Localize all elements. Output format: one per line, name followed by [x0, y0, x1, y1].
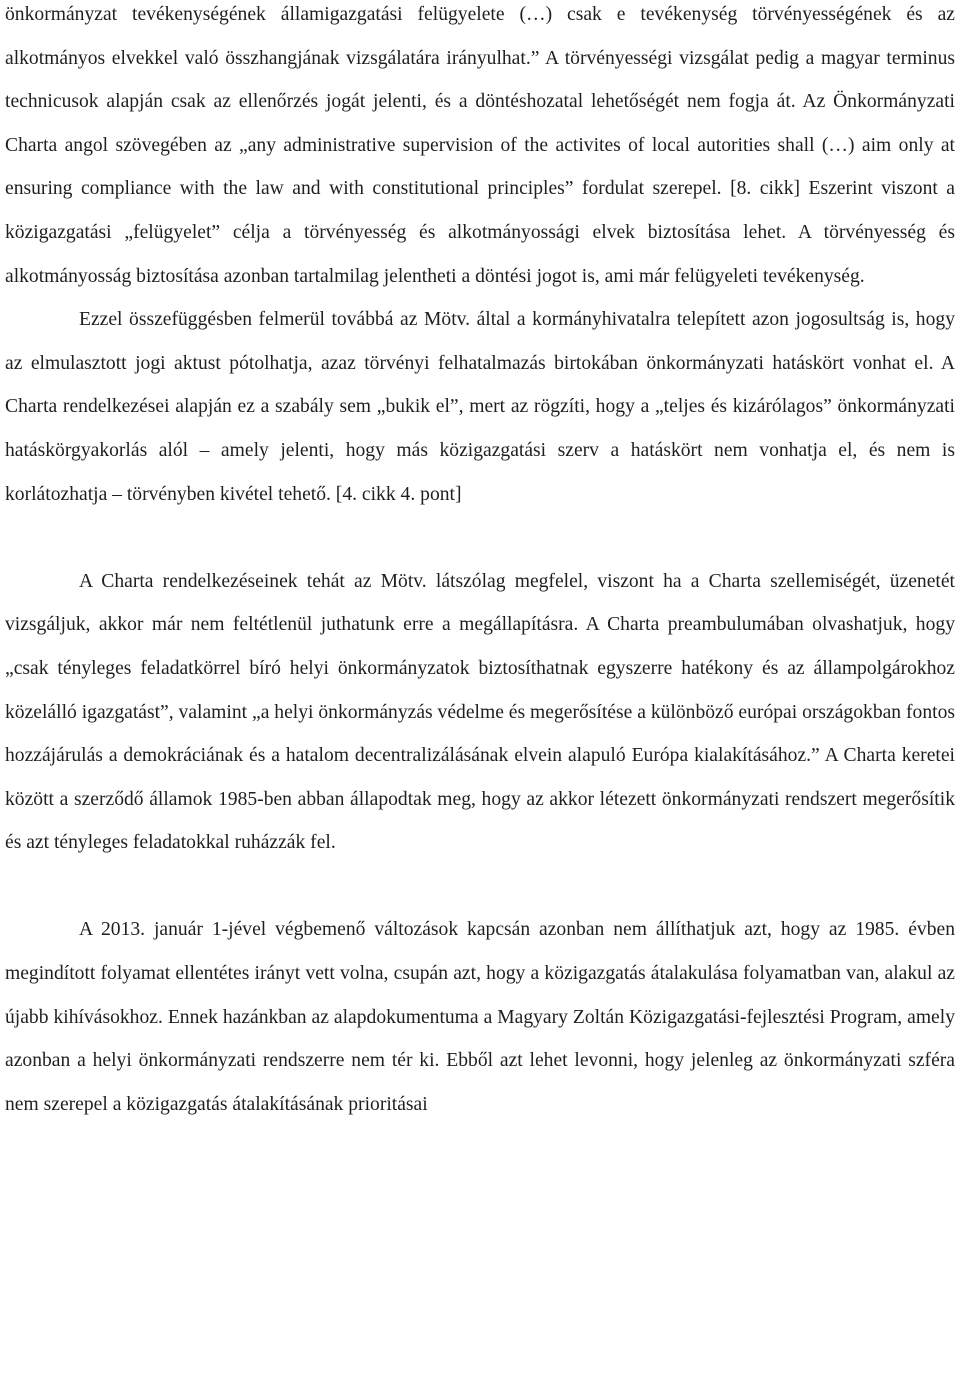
paragraph-spacer	[5, 516, 955, 560]
paragraph-1: önkormányzat tevékenységének államigazgatási felügyelete (…) csak e tevékenység törvényességének és az alkotmányos elvekkel való összhangjának vizsgálatára irányulhat.” A törvényességi vizsgálat pedig a magyar terminus technicusok alapján csak az ellenőrzés jogát jelenti, és a döntéshozatal lehetőségét nem fogja át. Az Önkormányzati Charta angol szövegében az „any administrative supervision of the activites of local autorities shall (…) aim only at ensuring compliance with the law and with constitutional principles” fordulat szerepel. [8. cikk] Eszerint viszont a közigazgatási „felügyelet” célja a törvényesség és alkotmányossági elvek biztosítása lehet. A törvényesség és alkotmányosság biztosítása azonban tartalmilag jelentheti a döntési jogot is, ami már felügyeleti tevékenység.	[5, 4, 955, 287]
paragraph-spacer	[5, 865, 955, 909]
paragraph-4: A 2013. január 1-jével végbemenő változások kapcsán azonban nem állíthatjuk azt, hogy az 1985. évben megindított folyamat ellentétes irányt vett volna, csupán azt, hogy a közigazgatás átalakulása folyamatban van, alakul az újabb kihívásokhoz. Ennek hazánkban az alapdokumentuma a Magyary Zoltán Közigazgatási-fejlesztési Program, amely azonban a helyi önkormányzati rendszerre nem tér ki. Ebből azt lehet levonni, hogy jelenleg az önkormányzati szféra nem szerepel a közigazgatás átalakításának prioritásai	[5, 919, 955, 1115]
paragraph-2: Ezzel összefüggésben felmerül továbbá az Mötv. által a kormányhivatalra telepített azon jogosultság is, hogy az elmulasztott jogi aktust pótolhatja, azaz törvényi felhatalmazás birtokában önkormányzati hatáskört vonhat el. A Charta rendelkezései alapján ez a szabály sem „bukik el”, mert az rögzíti, hogy a „teljes és kizárólagos” önkormányzati hatáskörgyakorlás alól – amely jelenti, hogy más közigazgatási szerv a hatáskört nem vonhatja el, és nem is korlátozhatja – törvényben kivétel tehető. [4. cikk 4. pont]	[5, 309, 955, 505]
document-page	[5, 0, 955, 1126]
paragraph-3: A Charta rendelkezéseinek tehát az Mötv. látszólag megfelel, viszont ha a Charta szellemiségét, üzenetét vizsgáljuk, akkor már nem feltétlenül juthatunk erre a megállapításra. A Charta preambulumában olvashatjuk, hogy „csak tényleges feladatkörrel bíró helyi önkormányzatok biztosíthatnak egyszerre hatékony és az állampolgárokhoz közelálló igazgatást”, valamint „a helyi önkormányzás védelme és megerősítése a különböző európai országokban fontos hozzájárulás a demokráciának és a hatalom decentralizálásának elvein alapuló Európa kialakításához.” A Charta keretei között a szerződő államok 1985-ben abban állapodtak meg, hogy az akkor létezett önkormányzati rendszert megerősítik és azt tényleges feladatokkal ruházzák fel.	[5, 570, 955, 854]
